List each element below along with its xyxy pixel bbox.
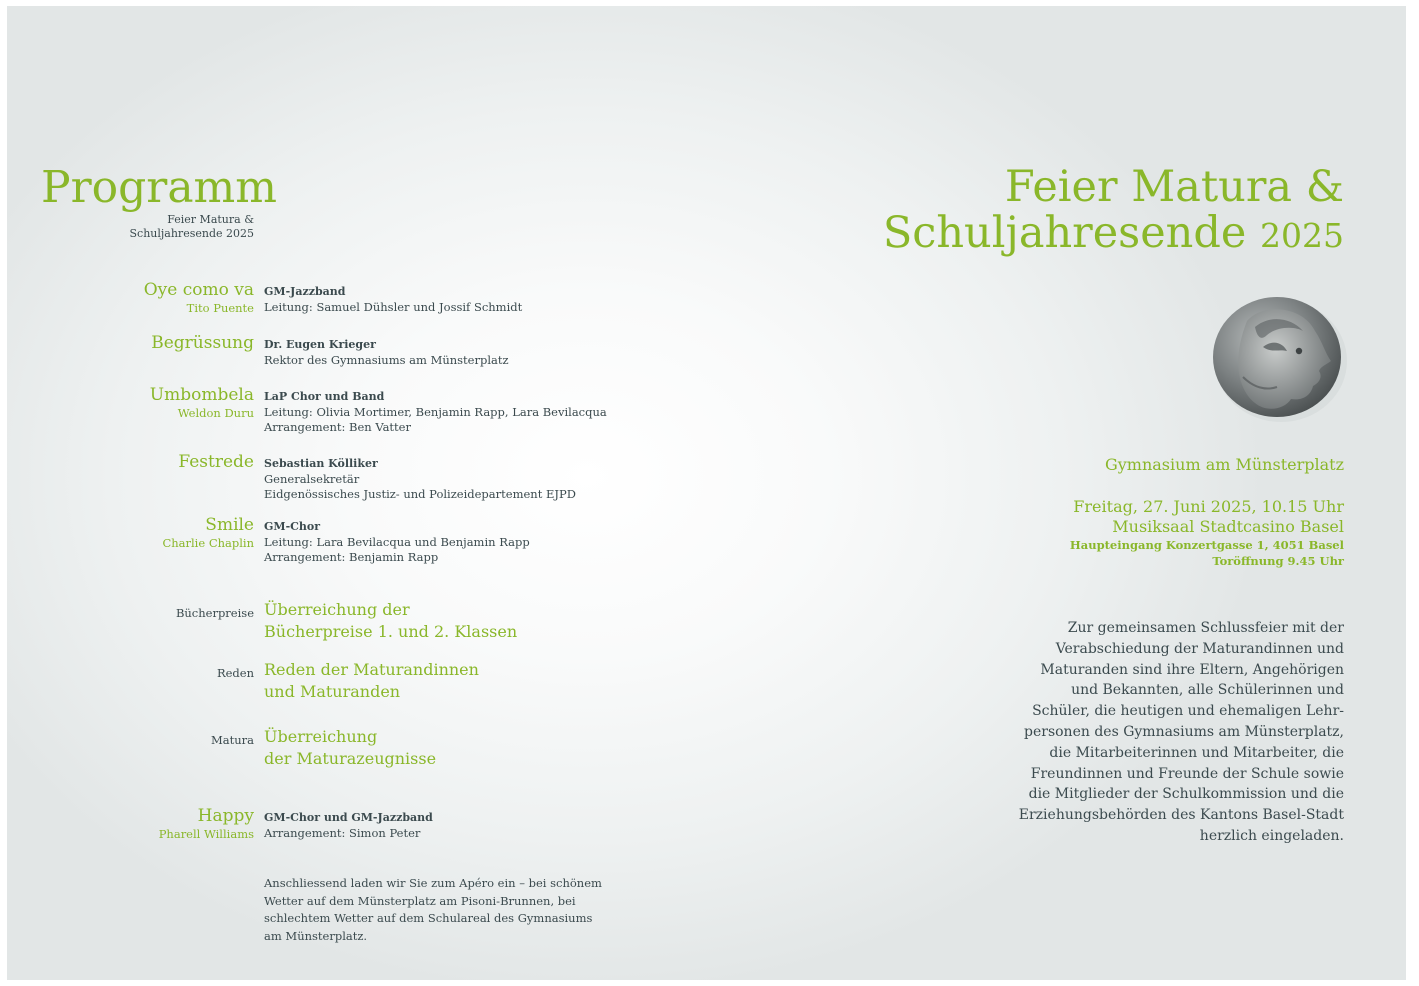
item-detail: Leitung: Lara Bevilacqua und Benjamin Rapp (264, 534, 530, 549)
item-credit: Weldon Duru (177, 406, 254, 420)
item-title: Umbombela (149, 385, 254, 405)
note-line: am Münsterplatz. (264, 928, 368, 943)
invitation-line: Freundinnen und Freunde der Schule sowie (1030, 765, 1344, 782)
section-text: Überreichung der (264, 600, 410, 619)
program-subtitle-line: Schuljahresende 2025 (129, 227, 254, 240)
item-title: Begrüssung (151, 333, 254, 353)
item-title: Smile (205, 515, 254, 535)
item-performer: GM-Jazzband (264, 285, 346, 298)
school-name: Gymnasium am Münsterplatz (1104, 455, 1344, 474)
event-date: Freitag, 27. Juni 2025, 10.15 Uhr (1073, 497, 1344, 516)
invitation-line: Zur gemeinsamen Schlussfeier mit der (1067, 620, 1344, 636)
item-performer: GM-Chor und GM-Jazzband (264, 811, 433, 824)
invitation-line: und Bekannten, alle Schülerinnen und (1071, 682, 1344, 699)
item-detail: Leitung: Samuel Dühsler und Jossif Schmidt (264, 299, 523, 314)
item-title: Festrede (178, 452, 254, 472)
event-venue: Musiksaal Stadtcasino Basel (1112, 517, 1344, 536)
item-performer: Sebastian Kölliker (264, 457, 378, 470)
section-text: und Maturanden (264, 682, 401, 701)
item-detail: Arrangement: Benjamin Rapp (264, 550, 439, 565)
event-details (957, 497, 1344, 569)
note-line: Wetter auf dem Münsterplatz am Pisoni-Brunnen, bei (264, 893, 576, 908)
program-title: Programm (41, 162, 278, 213)
item-performer: Dr. Eugen Krieger (264, 338, 376, 351)
invitation-line: herzlich eingeladen. (1199, 827, 1344, 844)
invitation-line: Schüler, die heutigen und ehemaligen Lehr- (1032, 703, 1344, 720)
item-detail: Eidgenössisches Justiz- und Polizeidepartement EJPD (264, 487, 576, 502)
item-title: Happy (197, 806, 254, 826)
invitation-line: die Mitarbeiterinnen und Mitarbeiter, die (1049, 744, 1344, 761)
invitation-line: Erziehungsbehörden des Kantons Basel-Stadt (1018, 807, 1344, 824)
note-line: schlechtem Wetter auf dem Schulareal des Gymnasiums (264, 911, 593, 926)
invitation-line: die Mitglieder der Schulkommission und die (1028, 786, 1344, 803)
program-subtitle (67, 213, 254, 241)
event-title-year: 2025 (1260, 216, 1344, 255)
item-credit: Charlie Chaplin (162, 536, 254, 550)
invitation-line: personen des Gymnasiums am Münsterplatz, (1024, 723, 1344, 740)
item-credit: Pharell Williams (158, 827, 254, 841)
apero-note (264, 875, 602, 945)
section-label: Bücherpreise (175, 606, 254, 620)
event-doors: Toröffnung 9.45 Uhr (1212, 554, 1344, 568)
item-detail: Generalsekretär (264, 471, 360, 486)
invitation-line: Verabschiedung der Maturandinnen und (1055, 640, 1344, 657)
invitation-line: Maturanden sind ihre Eltern, Angehörigen (1040, 661, 1344, 678)
item-detail: Arrangement: Simon Peter (264, 825, 421, 840)
section-label: Matura (210, 733, 254, 747)
event-title (857, 164, 1344, 259)
event-entrance: Haupteingang Konzertgasse 1, 4051 Basel (1069, 538, 1344, 552)
section-text: Reden der Maturandinnen (264, 660, 479, 679)
section-text: Überreichung (264, 727, 378, 746)
note-line: Anschliessend laden wir Sie zum Apéro ein – bei schönem (264, 876, 602, 890)
program-subtitle-line: Feier Matura & (167, 213, 254, 226)
item-detail: Rektor des Gymnasiums am Münsterplatz (264, 352, 509, 367)
item-performer: GM-Chor (264, 520, 321, 533)
item-detail: Arrangement: Ben Vatter (264, 420, 411, 435)
athena-coin-icon (1207, 291, 1351, 425)
item-detail: Leitung: Olivia Mortimer, Benjamin Rapp, Lara Bevilacqua (264, 404, 607, 419)
item-performer: LaP Chor und Band (264, 390, 385, 403)
item-credit: Tito Puente (186, 301, 254, 315)
section-text: Bücherpreise 1. und 2. Klassen (264, 622, 518, 641)
event-title-line1: Feier Matura & (1004, 162, 1344, 212)
section-label: Reden (216, 666, 254, 680)
event-title-line2: Schuljahresende (882, 208, 1247, 258)
section-text: der Maturazeugnisse (264, 749, 437, 768)
invitation-text (997, 618, 1344, 847)
item-title: Oye como va (143, 280, 254, 300)
program-sheet (7, 6, 1406, 980)
